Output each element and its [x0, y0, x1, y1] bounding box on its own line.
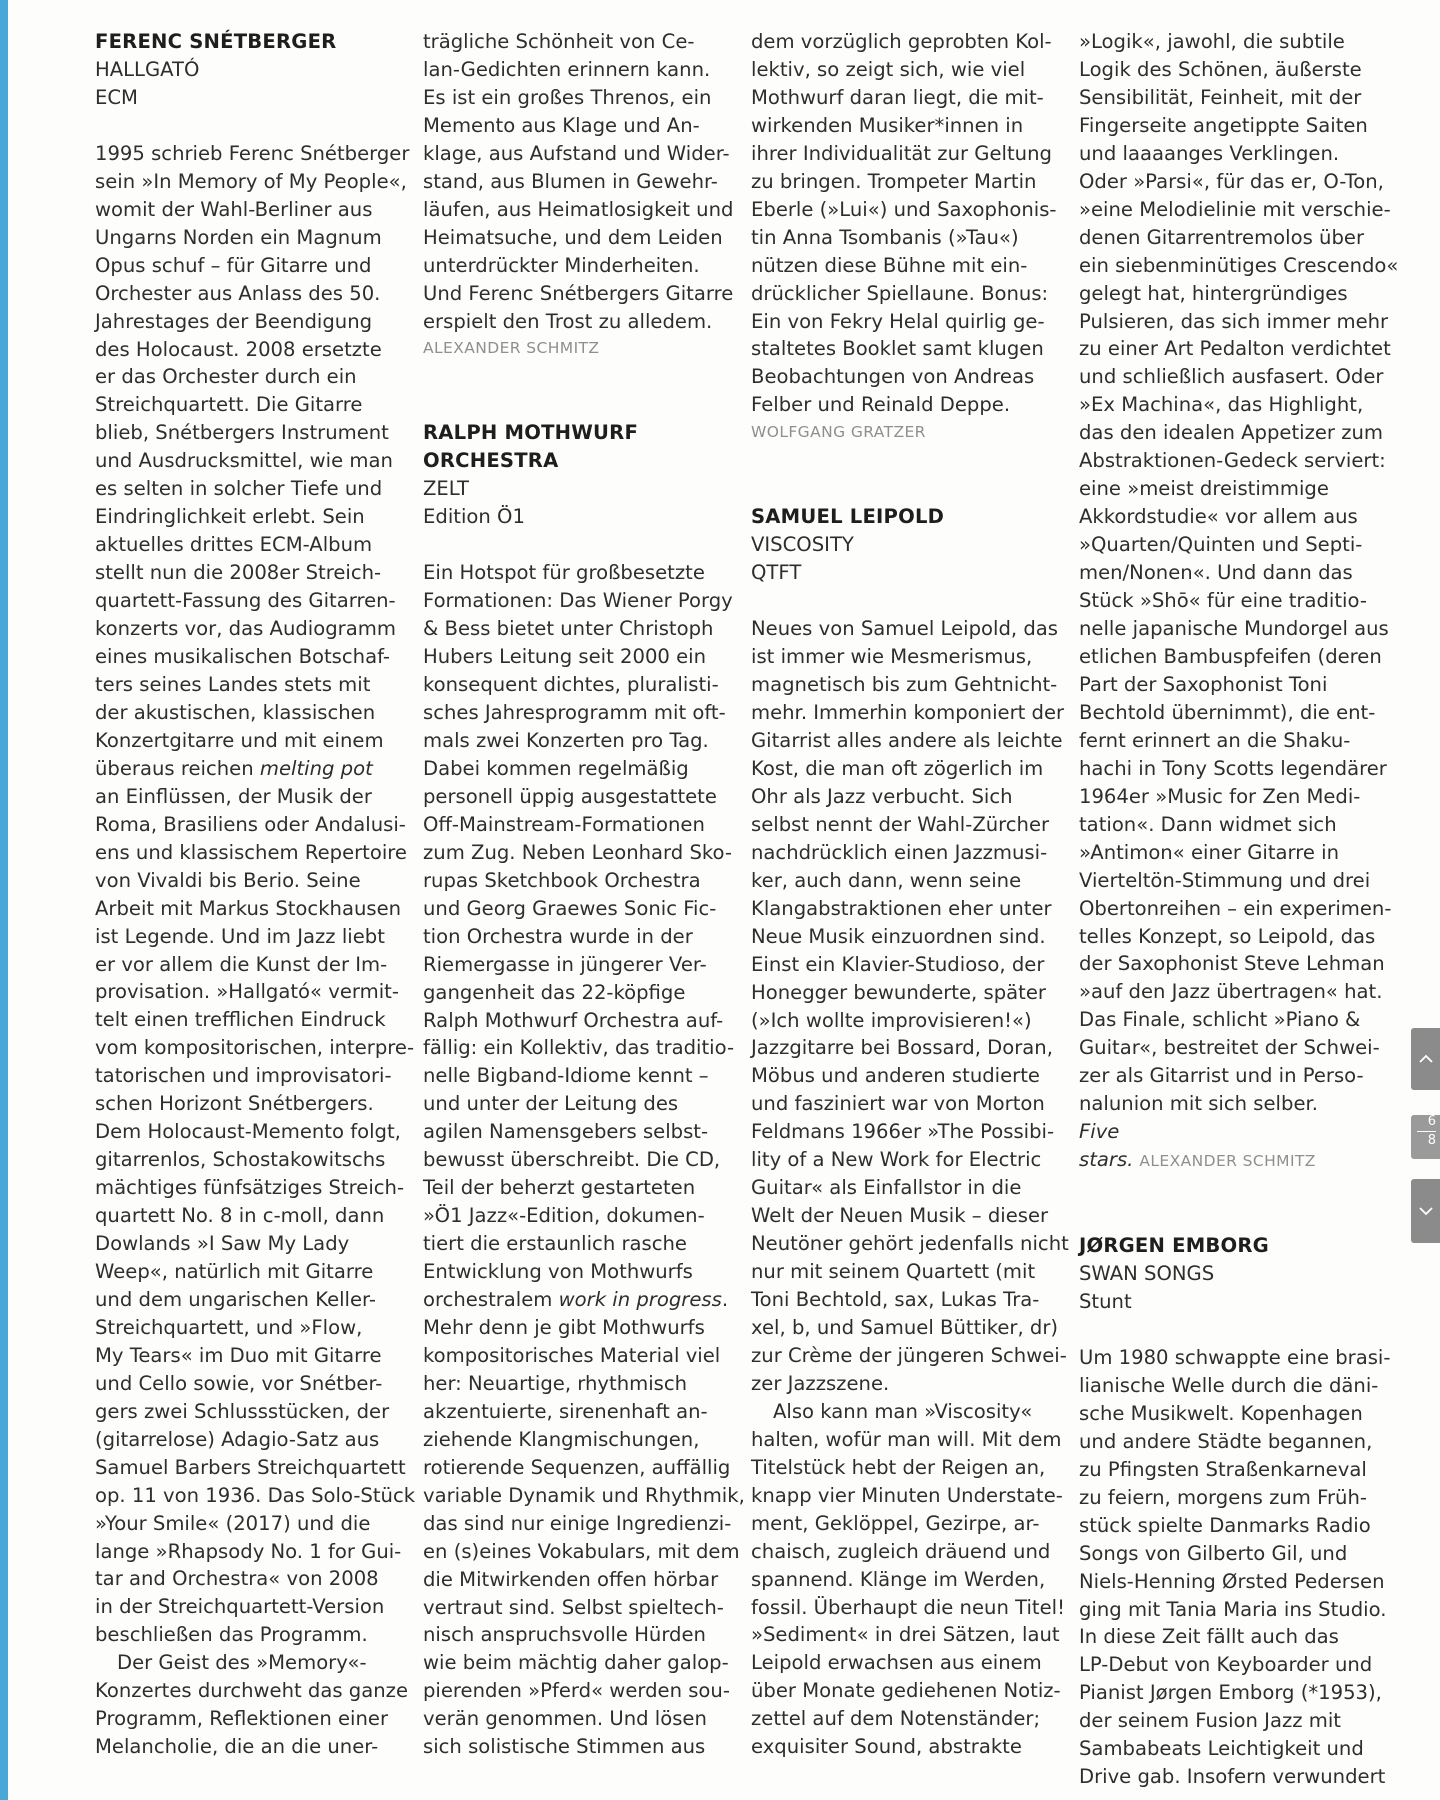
review-line: staltetes Booklet samt klugen [751, 337, 1044, 361]
review-leipold [751, 503, 1069, 1761]
review-line: agilen Namensgebers selbst- [423, 1120, 709, 1144]
review-line: Das Finale, schlicht »Piano & [1079, 1008, 1361, 1032]
chevron-down-icon [1416, 1201, 1436, 1221]
review-line: Ein Hotspot für großbesetzte [423, 561, 705, 585]
review-body [423, 559, 735, 1286]
review-line: läufen, aus Heimatlosigkeit und [423, 197, 734, 221]
review-line: und fasziniert war von Morton [751, 1092, 1045, 1116]
review-line: des Holocaust. 2008 ersetzte [95, 337, 382, 361]
review-line: xel, b, und Samuel Büttiker, dr) [751, 1315, 1059, 1339]
review-line: chaisch, zugleich dräuend und [751, 1539, 1051, 1563]
review-line: »eine Melodielinie mit verschie- [1079, 197, 1391, 221]
review-line: In diese Zeit fällt auch das [1079, 1625, 1339, 1649]
review-line: mals zwei Konzerten pro Tag. [423, 728, 709, 752]
review-line: nützen diese Bühne mit ein- [751, 253, 1028, 277]
review-line: dem vorzüglich geprobten Kol- [751, 30, 1052, 53]
review-line: hachi in Tony Scotts legendärer [1079, 756, 1387, 780]
review-line: Ungarns Norden ein Magnum [95, 225, 382, 249]
page-counter-total: 8 [1427, 1133, 1436, 1148]
review-line: Klangabstraktionen eher unter [751, 896, 1052, 920]
review-line: Entwicklung von Mothwurfs [423, 1260, 693, 1284]
review-line: magnetisch bis zum Gehtnicht- [751, 673, 1058, 697]
review-line: erspielt den Trost zu alledem. [423, 309, 713, 333]
review-line: schen Horizont Snétbergers. [95, 1092, 374, 1116]
review-line: Teil der beherzt gestarteten [423, 1176, 696, 1200]
review-line: vertraut sind. Selbst spieltech- [423, 1595, 724, 1619]
column-2 [423, 28, 745, 1761]
review-line: ker, auch dann, wenn seine [751, 868, 1022, 892]
review-line: klage, aus Aufstand und Wider- [423, 141, 730, 165]
review-line: Dabei kommen regelmäßig [423, 756, 689, 780]
review-line: Und Ferenc Snétbergers Gitarre [423, 281, 734, 305]
review-line: ihrer Individualität zur Geltung [751, 141, 1052, 165]
review-line: kompositorisches Material viel [423, 1343, 721, 1367]
review-album-title: VISCOSITY [751, 533, 854, 557]
review-line: stück spielte Danmarks Radio [1079, 1513, 1371, 1537]
review-line: wie beim mächtig daher galop- [423, 1651, 729, 1675]
review-line: aktuelles drittes ECM-Album [95, 533, 373, 557]
review-line: und andere Städte begannen, [1079, 1429, 1373, 1453]
review-line: Memento aus Klage und An- [423, 113, 700, 137]
review-line: Obertonreihen – ein experimen- [1079, 896, 1392, 920]
review-line: eines musikalischen Botschaf- [95, 645, 390, 669]
review-line: Programm, Reflektionen einer [95, 1707, 389, 1731]
review-body [95, 140, 410, 755]
review-line: Orchester aus Anlass des 50. [95, 281, 381, 305]
review-line: tin Anna Tsombanis (»Tau«) [751, 225, 1019, 249]
review-line: es selten in solcher Tiefe und [95, 477, 383, 501]
review-line: gers zwei Schlussstücken, der [95, 1399, 390, 1423]
review-line: Samuel Barbers Streichquartett [95, 1455, 406, 1479]
review-body [751, 615, 1069, 1398]
review-line: sein »In Memory of My People«, [95, 169, 407, 193]
review-line: Drive gab. Insofern verwundert [1079, 1765, 1386, 1789]
review-line: das sind nur einige Ingredienzi- [423, 1511, 732, 1535]
review-line: Einst ein Klavier-Studioso, der [751, 952, 1045, 976]
column-3 [751, 28, 1069, 1761]
review-line: er das Orchester durch ein [95, 365, 357, 389]
review-line: zu einer Art Pedalton verdichtet [1079, 337, 1391, 361]
review-line: Gitarrist alles andere als leichte [751, 728, 1063, 752]
review-line: Möbus und anderen studierte [751, 1064, 1040, 1088]
review-line: 1995 schrieb Ferenc Snétberger [95, 141, 410, 165]
review-body-cont [751, 1426, 1065, 1761]
review-artist: RALPH MOTHWURF [423, 421, 639, 445]
review-line: konzerts vor, das Audiogramm [95, 617, 396, 641]
review-artist: ORCHESTRA [423, 449, 559, 473]
review-line: Arbeit mit Markus Stockhausen [95, 896, 402, 920]
review-line: Ralph Mothwurf Orchestra auf- [423, 1008, 724, 1032]
review-line: ens und klassischem Repertoire [95, 840, 407, 864]
review-line: an Einflüssen, der Musik der [95, 784, 372, 808]
review-line: und unter der Leitung des [423, 1092, 679, 1116]
left-edge-bar [0, 0, 8, 1800]
review-line: Konzertes durchweht das ganze [95, 1679, 409, 1703]
review-line: (»Ich wollte improvisieren!«) [751, 1008, 1032, 1032]
review-line: und Ausdrucksmittel, wie man [95, 449, 393, 473]
review-line: »auf den Jazz übertragen« hat. [1079, 980, 1383, 1004]
review-line: akzentuierte, sirenenhaft an- [423, 1399, 708, 1423]
review-label: QTFT [751, 561, 802, 585]
review-line: rotierende Sequenzen, auffällig [423, 1455, 731, 1479]
review-line: zer Jazzszene. [751, 1371, 890, 1395]
review-line: Konzertgitarre und mit einem [95, 728, 384, 752]
review-line: Honegger bewunderte, später [751, 980, 1046, 1004]
review-line: Off-Mainstream-Formationen [423, 812, 705, 836]
review-line: nelle Bigband-Idiome kennt – [423, 1064, 709, 1088]
review-line: konsequent dichtes, pluralisti- [423, 673, 719, 697]
review-line: tatorischen und improvisatori- [95, 1064, 392, 1088]
review-line: Toni Bechtold, sax, Lukas Tra- [751, 1288, 1040, 1312]
review-artist: FERENC SNÉTBERGER [95, 30, 337, 53]
review-line: denen Gitarrentremolos über [1079, 225, 1365, 249]
review-artist: SAMUEL LEIPOLD [751, 505, 945, 529]
review-line: zur Crème der jüngeren Schwei- [751, 1343, 1067, 1367]
review-line: die Mitwirkenden offen hörbar [423, 1567, 719, 1591]
review-line: »Ö1 Jazz«-Edition, dokumen- [423, 1204, 705, 1228]
review-line: Opus schuf – für Gitarre und [95, 253, 372, 277]
review-line: lange »Rhapsody No. 1 for Gui- [95, 1539, 402, 1563]
review-line: lan-Gedichten erinnern kann. [423, 57, 711, 81]
review-line: Five [1079, 1120, 1120, 1144]
review-line: telles Konzept, so Leipold, das [1079, 924, 1376, 948]
review-line: mächtiges fünfsätziges Streich- [95, 1176, 405, 1200]
review-line: »Your Smile« (2017) und die [95, 1511, 371, 1535]
page-counter-current: 6 [1427, 1114, 1436, 1129]
review-line: personell üppig ausgestattete [423, 784, 717, 808]
review-label: Edition Ö1 [423, 505, 525, 529]
review-line: und laaaanges Verklingen. [1079, 141, 1340, 165]
review-line: fällig: ein Kollektiv, das traditio- [423, 1036, 735, 1060]
review-line: und dem ungarischen Keller- [95, 1287, 376, 1311]
review-line: »Antimon« einer Gitarre in [1079, 840, 1339, 864]
review-line: ziehende Klangmischungen, [423, 1427, 700, 1451]
review-author: WOLFGANG GRATZER [751, 423, 926, 442]
review-line: stand, aus Blumen in Gewehr- [423, 169, 718, 193]
review-line: Fingerseite angetippte Saiten [1079, 113, 1368, 137]
review-snetberger-continued [423, 28, 734, 335]
review-line: Formationen: Das Wiener Porgy [423, 589, 733, 613]
review-line: & Bess bietet unter Christoph [423, 617, 714, 641]
review-line: blieb, Snétbergers Instrument [95, 421, 389, 445]
review-line: fernt erinnert an die Shaku- [1079, 728, 1351, 752]
review-line: Sambabeats Leichtigkeit und [1079, 1737, 1364, 1761]
review-line: das den idealen Appetizer zum [1079, 421, 1383, 445]
review-line: lianische Welle durch die däni- [1079, 1373, 1379, 1397]
chevron-up-icon [1416, 1049, 1436, 1069]
review-line: Beobachtungen von Andreas [751, 365, 1035, 389]
review-line: wirkenden Musiker*innen in [751, 113, 1024, 137]
review-line: Vierteltön-Stimmung und drei [1079, 868, 1371, 892]
review-line: Eindringlichkeit erlebt. Sein [95, 505, 365, 529]
review-line: quartett No. 8 in c-moll, dann [95, 1204, 385, 1228]
review-leipold-continued [1079, 28, 1399, 1118]
review-line: Niels-Henning Ørsted Pedersen [1079, 1569, 1385, 1593]
page-counter [1411, 1115, 1440, 1159]
review-line: men/Nonen«. Und dann das [1079, 561, 1353, 585]
review-line: ging mit Tania Maria ins Studio. [1079, 1597, 1387, 1621]
magazine-page [95, 28, 1399, 1789]
review-line: Felber und Reinald Deppe. [751, 393, 1011, 417]
review-line: Um 1980 schwappte eine brasi- [1079, 1345, 1391, 1369]
review-line: zu feiern, morgens zum Früh- [1079, 1485, 1367, 1509]
review-line: Also kann man »Viscosity« [773, 1399, 1033, 1423]
review-line: ist immer wie Mesmerismus, [751, 645, 1033, 669]
review-line: en (s)eines Vokabulars, mit dem [423, 1539, 740, 1563]
review-line: Neutöner gehört jedenfalls nicht [751, 1232, 1069, 1256]
review-line: gitarrenlos, Schostakowitschs [95, 1148, 386, 1172]
review-author: ALEXANDER SCHMITZ [423, 339, 600, 358]
review-line: überaus reichen melting pot [95, 756, 373, 780]
review-body-cont [423, 1314, 745, 1761]
review-line: Jahrestages der Beendigung [95, 309, 373, 333]
review-line: Der Geist des »Memory«- [117, 1651, 367, 1675]
review-line: provisation. »Hallgató« vermit- [95, 980, 399, 1004]
review-line: Songs von Gilberto Gil, und [1079, 1541, 1348, 1565]
review-line: tion Orchestra wurde in der [423, 924, 693, 948]
review-line: Streichquartett. Die Gitarre [95, 393, 363, 417]
review-line: zu bringen. Trompeter Martin [751, 169, 1037, 193]
review-line: zer als Gitarrist und in Perso- [1079, 1064, 1364, 1088]
review-line: pierenden »Pferd« werden sou- [423, 1679, 730, 1703]
review-line: tar and Orchestra« von 2008 [95, 1567, 379, 1591]
review-line: verän genommen. Und lösen [423, 1707, 707, 1731]
review-line: Logik des Schönen, äußerste [1079, 57, 1362, 81]
review-line: Stück »Shō« für eine traditio- [1079, 589, 1367, 613]
review-line: eine »meist dreistimmige [1079, 477, 1329, 501]
review-line: er vor allem die Kunst der Im- [95, 952, 388, 976]
review-line: ein siebenminütiges Crescendo« [1079, 253, 1399, 277]
review-line: beschließen das Programm. [95, 1623, 368, 1647]
review-line: mehr. Immerhin komponiert der [751, 701, 1065, 725]
review-line: Kost, die man oft zögerlich im [751, 756, 1044, 780]
review-line: Neues von Samuel Leipold, das [751, 617, 1059, 641]
review-line: Riemergasse in jüngerer Ver- [423, 952, 707, 976]
review-line: tation«. Dann widmet sich [1079, 812, 1337, 836]
previous-page-button[interactable] [1411, 1028, 1440, 1090]
review-line: Akkordstudie« vor allem aus [1079, 505, 1358, 529]
review-line: her: Neuartige, rhythmisch [423, 1371, 688, 1395]
review-line: Dowlands »I Saw My Lady [95, 1232, 350, 1256]
review-line: gangenheit das 22-köpfige [423, 980, 686, 1004]
review-line: (gitarrelose) Adagio-Satz aus [95, 1427, 380, 1451]
review-line: Hubers Leitung seit 2000 ein [423, 645, 707, 669]
review-line: drücklicher Spiellaune. Bonus: [751, 281, 1049, 305]
review-line: Melancholie, die an die uner- [95, 1735, 379, 1759]
review-line: der akustischen, klassischen [95, 700, 376, 724]
review-line: womit der Wahl-Berliner aus [95, 197, 373, 221]
review-snetberger [95, 28, 416, 1761]
review-line: sches Jahresprogramm mit oft- [423, 701, 726, 725]
review-line: orchestralem work in progress. [423, 1288, 729, 1312]
review-body [1079, 1344, 1391, 1791]
review-line: und Georg Graewes Sonic Fic- [423, 896, 717, 920]
review-line: Leipold erwachsen aus einem [751, 1651, 1042, 1675]
review-line: Es ist ein großes Threnos, ein [423, 85, 712, 109]
next-page-button[interactable] [1411, 1179, 1440, 1243]
review-line: nalunion mit sich selber. [1079, 1092, 1318, 1116]
review-line: in der Streichquartett-Version [95, 1595, 385, 1619]
review-line: Ein von Fekry Helal quirlig ge- [751, 309, 1045, 333]
review-author: ALEXANDER SCHMITZ [1139, 1152, 1316, 1171]
review-line: Ohr als Jazz verbucht. Sich [751, 784, 1013, 808]
review-line: Pulsieren, das sich immer mehr [1079, 309, 1389, 333]
review-line: 1964er »Music for Zen Medi- [1079, 784, 1361, 808]
review-line: unterdrückter Minderheiten. [423, 253, 700, 277]
review-line: selbst nennt der Wahl-Zürcher [751, 812, 1050, 836]
review-line: ist Legende. Und im Jazz liebt [95, 924, 385, 948]
review-line: sich solistische Stimmen aus [423, 1735, 706, 1759]
review-line: Streichquartett, und »Flow, [95, 1315, 363, 1339]
review-line: Roma, Brasiliens oder Andalusi- [95, 812, 406, 836]
review-mothwurf [423, 419, 745, 1761]
review-line: trägliche Schönheit von Ce- [423, 30, 695, 53]
review-line: und schließlich ausfasert. Oder [1079, 365, 1384, 389]
review-line: knapp vier Minuten Understate- [751, 1483, 1063, 1507]
review-line: nachdrücklich einen Jazzmusi- [751, 840, 1048, 864]
review-line: etlichen Bambuspfeifen (deren [1079, 644, 1382, 668]
review-line: der seinem Fusion Jazz mit [1079, 1709, 1341, 1733]
review-line: zum Zug. Neben Leonhard Sko- [423, 840, 732, 864]
review-line: Feldmans 1966er »The Possibi- [751, 1120, 1055, 1144]
review-line: zu Pfingsten Straßenkarneval [1079, 1457, 1367, 1481]
review-line: von Vivaldi bis Berio. Seine [95, 868, 361, 892]
review-line: Welt der Neuen Musik – dieser [751, 1204, 1049, 1228]
review-line: Titelstück hebt der Reigen an, [751, 1455, 1046, 1479]
review-line: Abstraktionen-Gedeck serviert: [1079, 449, 1386, 473]
review-line: Heimatsuche, und dem Leiden [423, 225, 723, 249]
review-line: nelle japanische Mundorgel aus [1079, 617, 1389, 641]
review-line: exquisiter Sound, abstrakte [751, 1735, 1022, 1759]
review-line: variable Dynamik und Rhythmik, [423, 1483, 745, 1507]
review-emborg [1079, 1232, 1391, 1791]
review-line: My Tears« im Duo mit Gitarre [95, 1343, 382, 1367]
review-line: spannend. Klänge im Werden, [751, 1567, 1046, 1591]
review-line: lity of a New Work for Electric [751, 1148, 1042, 1172]
review-line: stellt nun die 2008er Streich- [95, 561, 382, 585]
review-album-title: SWAN SONGS [1079, 1262, 1215, 1286]
review-line: »Sediment« in drei Sätzen, laut [751, 1623, 1060, 1647]
review-line: Jazzgitarre bei Bossard, Doran, [751, 1036, 1053, 1060]
review-line: sche Musikwelt. Kopenhagen [1079, 1401, 1363, 1425]
review-line: »Quarten/Quinten und Septi- [1079, 533, 1363, 557]
column-4 [1079, 28, 1399, 1791]
review-line: LP-Debut von Keyboarder und [1079, 1653, 1373, 1677]
review-line: tiert die erstaunlich rasche [423, 1232, 687, 1256]
review-line: bewusst überschreibt. Die CD, [423, 1148, 721, 1172]
review-line: Bechtold übernimmt), die ent- [1079, 700, 1376, 724]
review-line: Weep«, natürlich mit Gitarre [95, 1259, 374, 1283]
review-line: ters seines Landes stets mit [95, 672, 371, 696]
column-1 [95, 28, 416, 1761]
review-line: Dem Holocaust-Memento folgt, [95, 1120, 401, 1144]
review-line: der Saxophonist Steve Lehman [1079, 952, 1385, 976]
review-line: und Cello sowie, vor Snétber- [95, 1371, 383, 1395]
review-album-title: ZELT [423, 477, 469, 501]
review-line-signoff: stars. ALEXANDER SCHMITZ [1079, 1148, 1316, 1172]
review-line: fossil. Überhaupt die neun Titel! [751, 1595, 1065, 1619]
review-line: Guitar« als Einfallstor in die [751, 1176, 1022, 1200]
review-line: Oder »Parsi«, für das er, O-Ton, [1079, 169, 1384, 193]
review-line: Sensibilität, Feinheit, mit der [1079, 85, 1362, 109]
review-line: Part der Saxophonist Toni [1079, 672, 1328, 696]
review-line: telt einen trefflichen Eindruck [95, 1008, 386, 1032]
review-line: op. 11 von 1936. Das Solo-Stück [95, 1483, 416, 1507]
review-mothwurf-continued [751, 28, 1057, 419]
review-line: Eberle (»Lui«) und Saxophonis- [751, 197, 1057, 221]
review-line: vom kompositorischen, interpre- [95, 1036, 415, 1060]
review-line: lektiv, so zeigt sich, wie viel [751, 57, 1026, 81]
review-line: »Ex Machina«, das Highlight, [1079, 393, 1364, 417]
review-line: halten, wofür man will. Mit dem [751, 1427, 1062, 1451]
review-line: Mehr denn je gibt Mothwurfs [423, 1315, 705, 1339]
review-line: ment, Geklöppel, Gezirpe, ar- [751, 1511, 1040, 1535]
review-line: Mothwurf daran liegt, die mit- [751, 85, 1044, 109]
review-body-cont [95, 1677, 409, 1761]
review-line: nur mit seinem Quartett (mit [751, 1260, 1036, 1284]
review-line: gelegt hat, hintergründiges [1079, 281, 1348, 305]
review-line: zettel auf dem Notenständer; [751, 1707, 1041, 1731]
review-artist: JØRGEN EMBORG [1079, 1234, 1269, 1258]
review-line: nisch anspruchsvolle Hürden [423, 1623, 706, 1647]
review-line: Pianist Jørgen Emborg (*1953), [1079, 1681, 1382, 1705]
review-label: Stunt [1079, 1289, 1132, 1313]
review-album-title: HALLGATÓ [95, 57, 200, 81]
review-body-cont [95, 783, 416, 1650]
review-line: »Logik«, jawohl, die subtile [1079, 30, 1345, 53]
review-line: quartett-Fassung des Gitarren- [95, 589, 396, 613]
review-line: rupas Sketchbook Orchestra [423, 868, 701, 892]
review-line: über Monate gediehenen Notiz- [751, 1679, 1061, 1703]
review-line: Guitar«, bestreitet der Schwei- [1079, 1036, 1380, 1060]
review-label: ECM [95, 85, 138, 109]
review-line: Neue Musik einzuordnen sind. [751, 924, 1046, 948]
